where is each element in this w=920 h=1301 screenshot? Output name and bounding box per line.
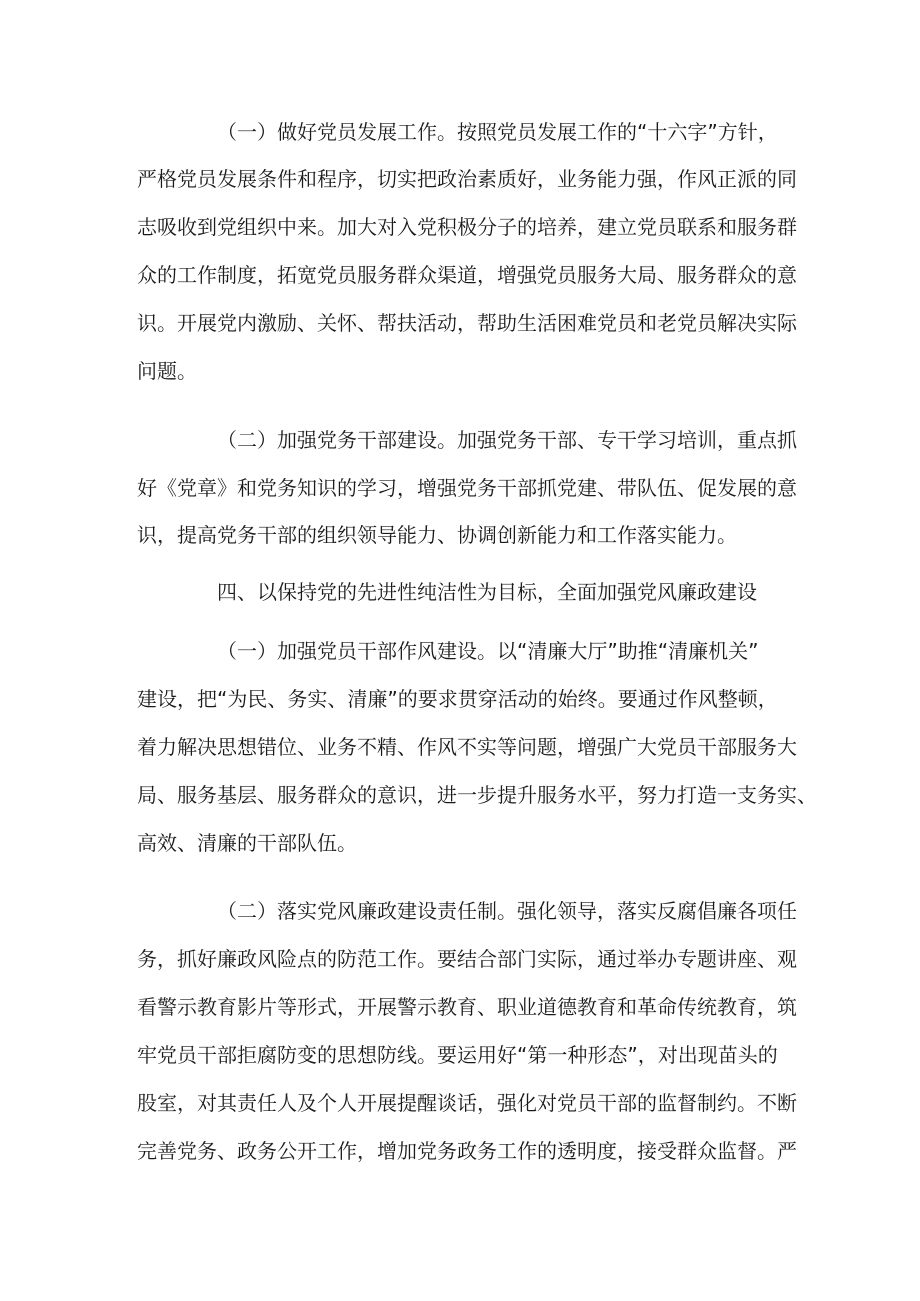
text-line: （一）加强党员干部作风建设。以“清廉大厅”助推“清廉机关” (217, 639, 759, 663)
section-heading (0, 572, 920, 612)
text-line: 完善党务、政务公开工作，增加党务政务工作的透明度，接受群众监督。严 (137, 1139, 797, 1163)
paragraph-4-line-1 (0, 891, 920, 931)
paragraph-1-line-2 (0, 159, 920, 199)
text-line: 问题。 (137, 359, 197, 383)
text-line: 高效、清廉的干部队伍。 (137, 831, 357, 855)
paragraph-3-line-5 (0, 823, 920, 863)
paragraph-1-line-6 (0, 351, 920, 391)
text-line: （二）加强党务干部建设。加强党务干部、专干学习培训，重点抓 (217, 428, 797, 452)
text-line: 着力解决思想错位、业务不精、作风不实等问题，增强广大党员干部服务大 (137, 735, 797, 759)
text-line: 众的工作制度，拓宽党员服务群众渠道，增强党员服务大局、服务群众的意 (137, 263, 797, 287)
paragraph-1-line-3 (0, 207, 920, 247)
paragraph-1-line-5 (0, 303, 920, 343)
paragraph-1-line-4 (0, 255, 920, 295)
text-line: 股室，对其责任人及个人开展提醒谈话，强化对党员干部的监督制约。不断 (137, 1091, 797, 1115)
text-line: 看警示教育影片等形式，开展警示教育、职业道德教育和革命传统教育，筑 (137, 995, 797, 1019)
paragraph-3-line-1 (0, 631, 920, 671)
paragraph-3-line-4 (0, 775, 920, 815)
text-line: 识。开展党内激励、关怀、帮扶活动，帮助生活困难党员和老党员解决实际 (137, 311, 797, 335)
paragraph-2-line-1 (0, 420, 920, 460)
text-line: 牢党员干部拒腐防变的思想防线。要运用好“第一种形态”，对出现苗头的 (137, 1043, 778, 1067)
text-line: 严格党员发展条件和程序，切实把政治素质好，业务能力强，作风正派的同 (137, 167, 797, 191)
paragraph-4-line-4 (0, 1035, 920, 1075)
text-line: （二）落实党风廉政建设责任制。强化领导，落实反腐倡廉各项任 (217, 899, 797, 923)
paragraph-3-line-3 (0, 727, 920, 767)
text-line: （一）做好党员发展工作。按照党员发展工作的“十六字”方针， (217, 120, 778, 144)
paragraph-3-line-2 (0, 679, 920, 719)
text-line: 识，提高党务干部的组织领导能力、协调创新能力和工作落实能力。 (137, 523, 737, 547)
heading-text: 四、以保持党的先进性纯洁性为目标，全面加强党风廉政建设 (217, 580, 757, 604)
text-line: 好《党章》和党务知识的学习，增强党务干部抓党建、带队伍、促发展的意 (137, 476, 797, 500)
paragraph-4-line-5 (0, 1083, 920, 1123)
text-line: 建设，把“为民、务实、清廉”的要求贯穿活动的始终。要通过作风整顿， (137, 687, 778, 711)
text-line: 局、服务基层、服务群众的意识，进一步提升服务水平，努力打造一支务实、 (137, 783, 817, 807)
paragraph-4-line-6 (0, 1131, 920, 1171)
text-line: 志吸收到党组织中来。加大对入党积极分子的培养，建立党员联系和服务群 (137, 215, 797, 239)
paragraph-1-line-1 (0, 112, 920, 152)
text-line: 务，抓好廉政风险点的防范工作。要结合部门实际，通过举办专题讲座、观 (137, 947, 797, 971)
paragraph-4-line-3 (0, 987, 920, 1027)
paragraph-2-line-2 (0, 468, 920, 508)
paragraph-2-line-3 (0, 515, 920, 555)
paragraph-4-line-2 (0, 939, 920, 979)
